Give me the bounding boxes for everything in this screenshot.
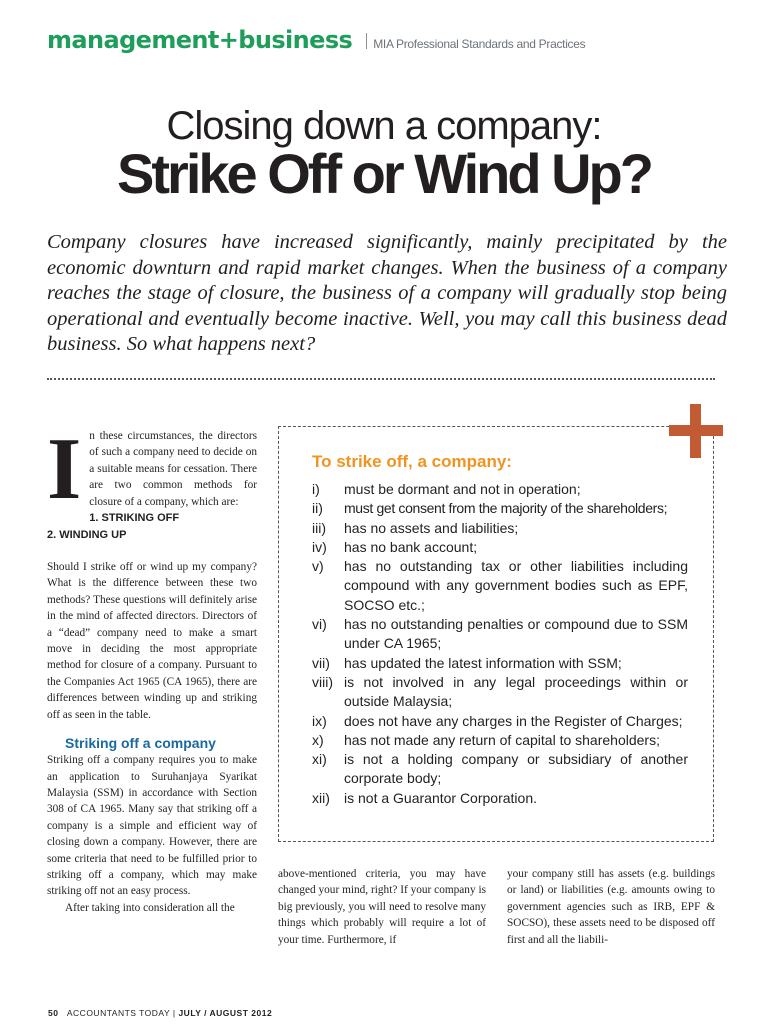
intro-paragraph [47,421,257,518]
header-divider [366,33,367,49]
criteria-item: iv) has no bank account; [312,538,478,555]
criteria-item: vii) has updated the latest information with SSM; [312,654,622,671]
left-column [47,421,257,916]
criteria-item: xi) is not a holding company or subsidiary of another corporate body; [312,751,688,787]
plus-icon [669,404,723,458]
method-item: 2. WINDING UP [47,529,127,542]
magazine-name: ACCOUNTANTS TODAY [66,1008,170,1018]
section-subtitle: MIA Professional Standards and Practices [373,37,586,51]
criteria-item: i) must be dormant and not in operation; [312,481,581,497]
criteria-item: ix) does not have any charges in the Register of Charges; [312,712,683,729]
drop-cap: I [47,421,82,518]
criteria-item: v) has no outstanding tax or other liabilities including compound with any government bodies such as EPF, SOCSO etc.; [312,558,688,613]
criteria-item: iii) has no assets and liabilities; [312,519,519,536]
subhead-striking-off: Striking off a company [65,735,216,752]
article-lede: Company closures have increased significantly, mainly precipitated by the economic downturn and rapid market changes. When the business of a company reaches the stage of closure, the business of a company will gradually stop being operational and eventually become inactive. Well, you may call this business dead business. So what happens next? [47,231,727,355]
intro-text: n these circumstances, the directors of such a company need to decide on a suitable means for cessation. There are two common methods for closure of a company, which are: [89,430,257,508]
page-number: 50 [48,1008,59,1018]
middle-column [278,866,486,948]
body-paragraph: above-mentioned criteria, you may have changed your mind, right? If your company is big previously, you will need to resolve many things which probably will require a lot of your time. Furthermore, if [278,868,486,946]
article-kicker: Closing down a company: [166,104,602,148]
dotted-divider [47,378,715,380]
method-item: 1. STRIKING OFF [89,512,180,525]
article-title: Strike Off or Wind Up? [117,142,651,205]
criteria-list [312,480,688,808]
criteria-box-title: To strike off, a company: [312,452,512,471]
criteria-item: xii) is not a Guarantor Corporation. [312,789,537,806]
body-paragraph: your company still has assets (e.g. buildings or land) or liabilities (e.g. amounts owing to government agencies such as IRB, EPF & SOCSO), these assets need to be disposed off first and all the liabili- [507,868,715,946]
page-footer: 50 ACCOUNTANTS TODAY | JULY / AUGUST 2012 [48,1008,273,1018]
body-paragraph: Striking off a company requires you to make an application to Suruhanjaya Syarikat Malaysia (SSM) in accordance with Section 308 of CA 1965. Many say that striking off a company is a simple and efficient way of closing down a company. However, there are some criteria that need to be fulfilled prior to striking off a company, which may make striking off not an easy process. [47,754,257,898]
criteria-item: x) has not made any return of capital to shareholders; [312,731,660,748]
page-header [47,26,585,58]
criteria-item: viii) is not involved in any legal proceedings within or outside Malaysia; [312,673,688,710]
criteria-item: ii) must get consent from the majority of the shareholders; [312,500,668,517]
body-paragraph: Should I strike off or wind up my company? What is the difference between these two methods? These questions will definitely arise in the mind of affected directors. Directors of a “dead” company need to make a smart move in deciding the most appropriate method for closure of a company. Pursuant to the Companies Act 1965 (CA 1965), there are differences between winding up and striking off as seen in the table. [47,561,257,721]
body-paragraph: After taking into consideration all the [65,901,235,914]
issue-date: JULY / AUGUST 2012 [178,1008,273,1018]
section-name: management+business [47,26,353,54]
right-column [507,866,715,948]
criteria-item: vi) has no outstanding penalties or compound due to SSM under CA 1965; [312,616,688,652]
